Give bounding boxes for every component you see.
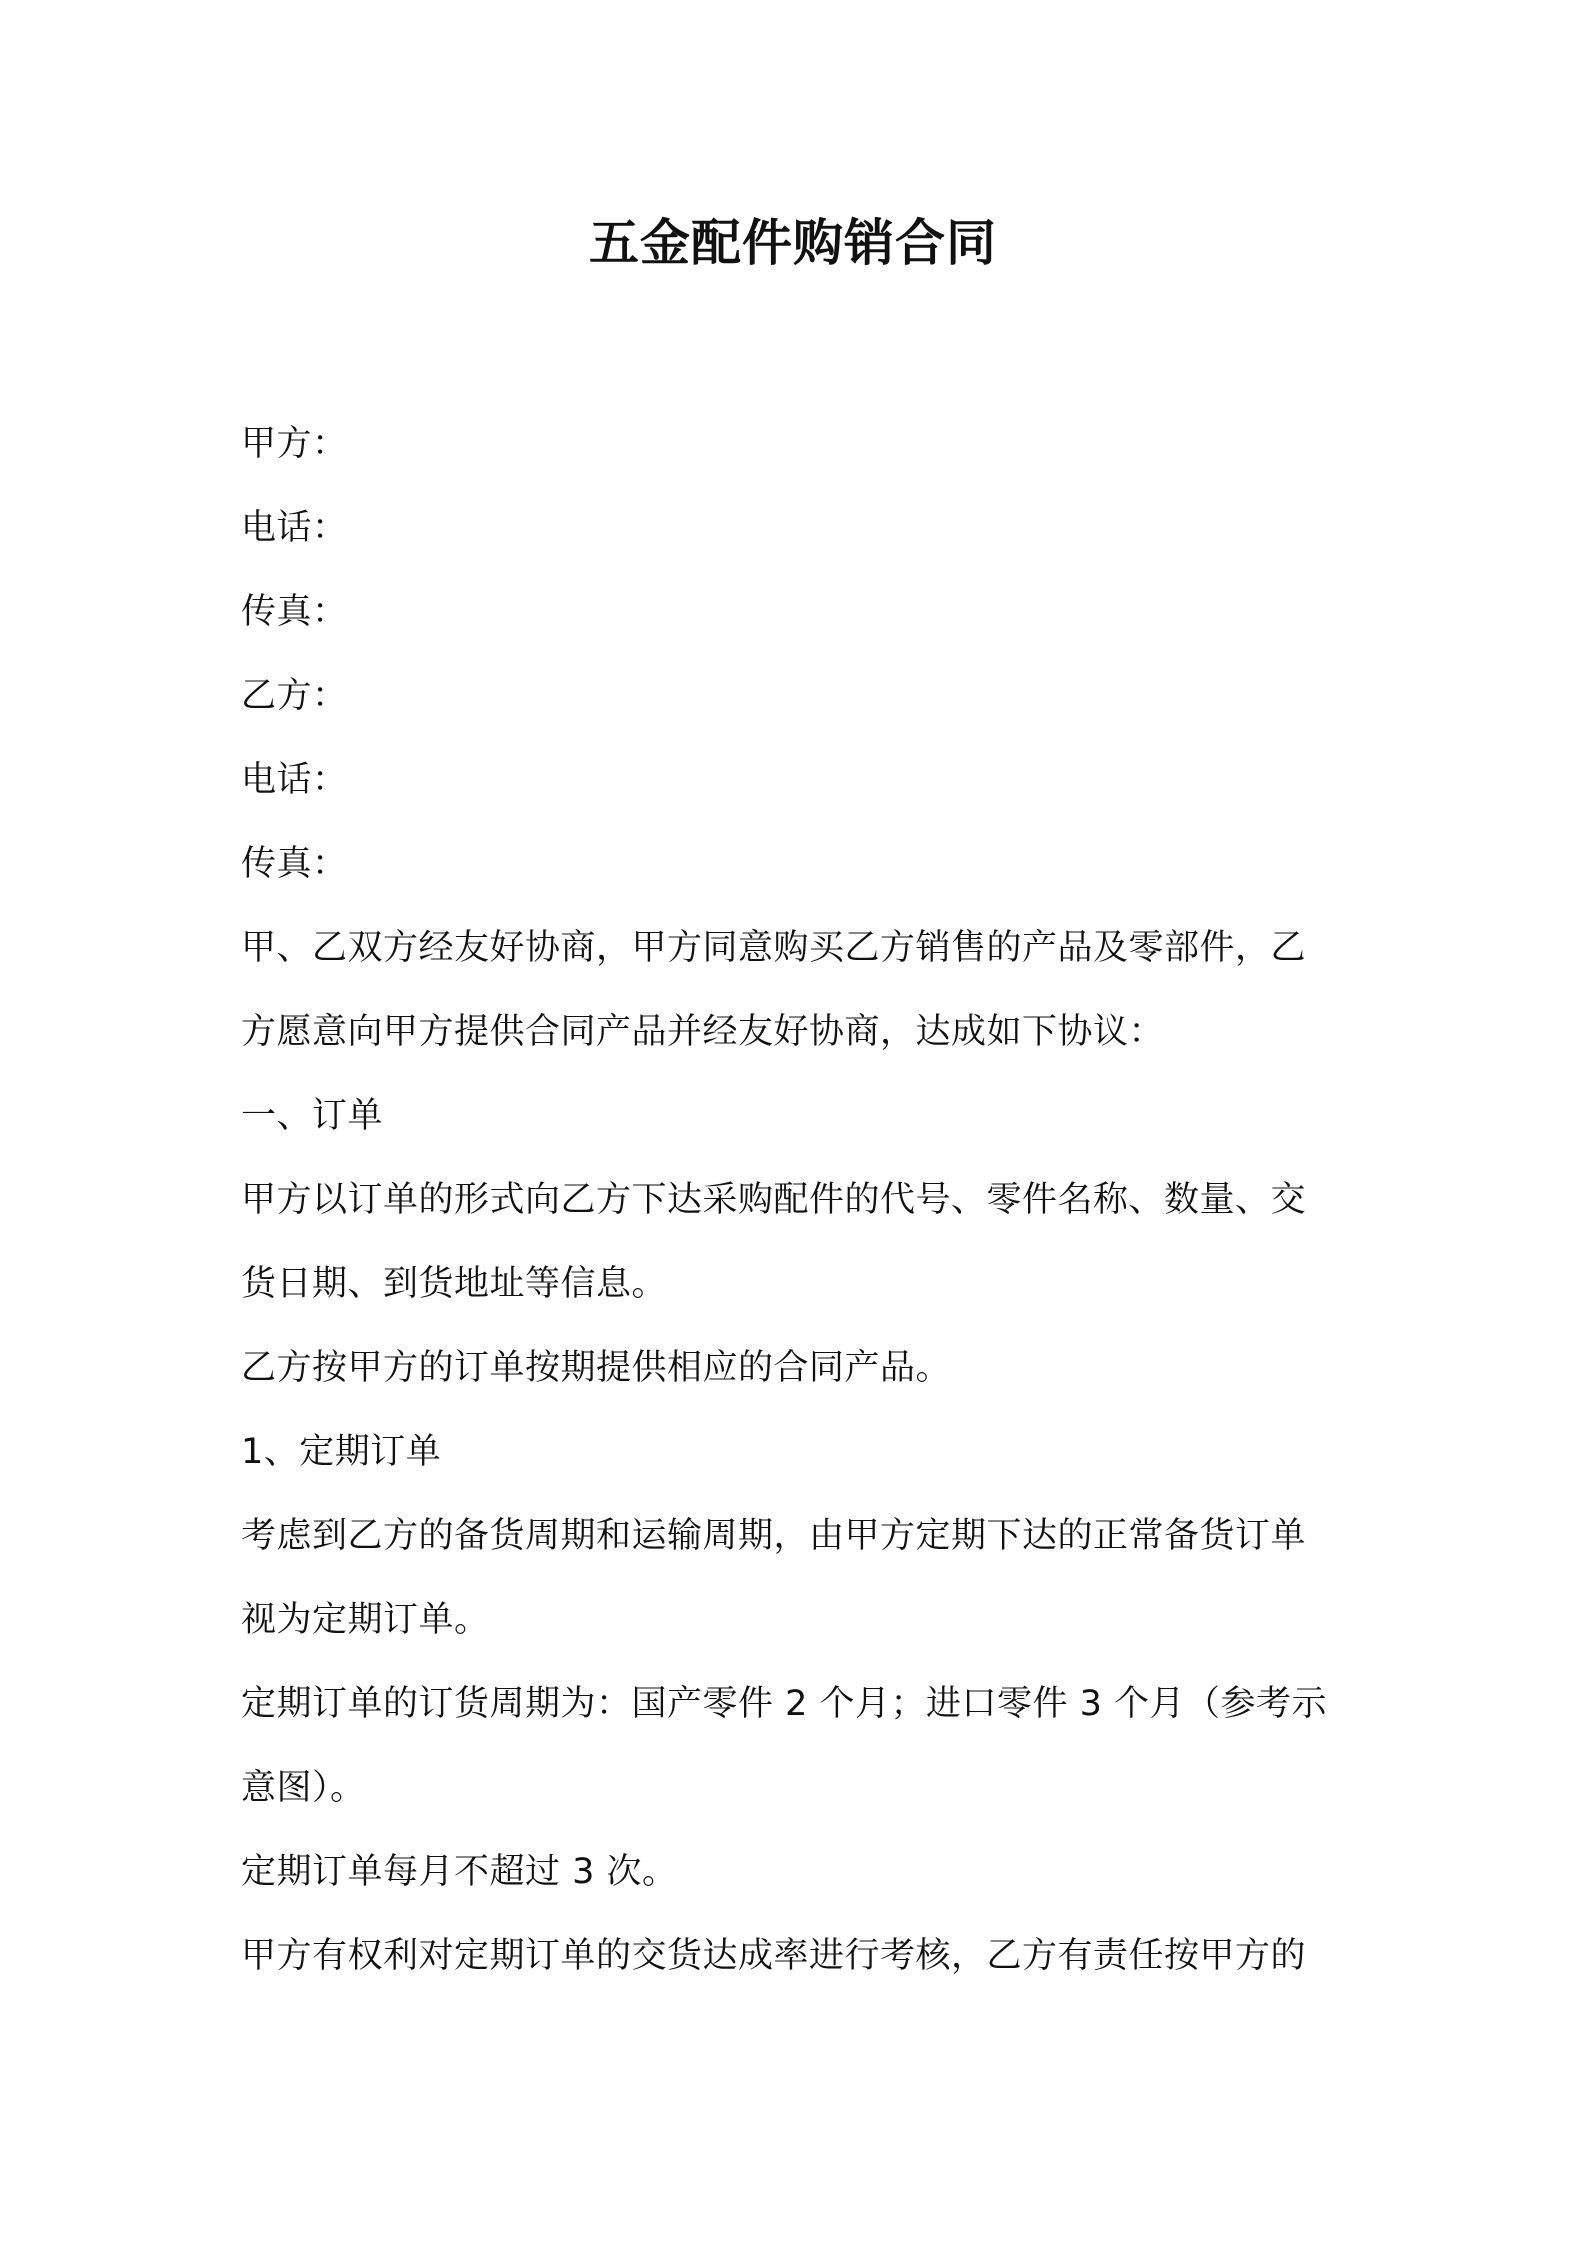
document-body (241, 402, 1353, 1998)
party-a-fax-label: 传真： (241, 592, 348, 632)
paragraph-line: 甲方有权利对定期订单的交货达成率进行考核，乙方有责任按甲方的 (241, 1936, 1307, 1976)
paragraph-line: 定期订单每月不超过 3 次。 (241, 1852, 678, 1892)
paragraph-line: 甲方以订单的形式向乙方下达采购配件的代号、零件名称、数量、交 (241, 1180, 1307, 1220)
paragraph-line: 乙方按甲方的订单按期提供相应的合同产品。 (241, 1348, 952, 1388)
subsection-heading-regular-order: 1、定期订单 (241, 1432, 442, 1472)
paragraph-line: 考虑到乙方的备货周期和运输周期，由甲方定期下达的正常备货订单 (241, 1516, 1307, 1556)
party-b-phone-label: 电话： (241, 760, 348, 800)
preamble-line-1: 甲、乙双方经友好协商，甲方同意购买乙方销售的产品及零部件，乙 (241, 928, 1307, 968)
section-heading-order: 一、订单 (241, 1096, 384, 1136)
paragraph-line: 定期订单的订货周期为：国产零件 2 个月；进口零件 3 个月（参考示 (241, 1684, 1328, 1724)
paragraph-line: 视为定期订单。 (241, 1600, 490, 1640)
preamble-line-2: 方愿意向甲方提供合同产品并经友好协商，达成如下协议： (241, 1012, 1165, 1052)
paragraph-line: 意图）。 (241, 1768, 366, 1808)
party-a-label: 甲方： (241, 424, 348, 464)
paragraph-line: 货日期、到货地址等信息。 (241, 1264, 668, 1304)
party-b-fax-label: 传真： (241, 844, 348, 884)
document-title: 五金配件购销合同 (589, 214, 997, 272)
party-b-label: 乙方： (241, 676, 348, 716)
party-a-phone-label: 电话： (241, 508, 348, 548)
